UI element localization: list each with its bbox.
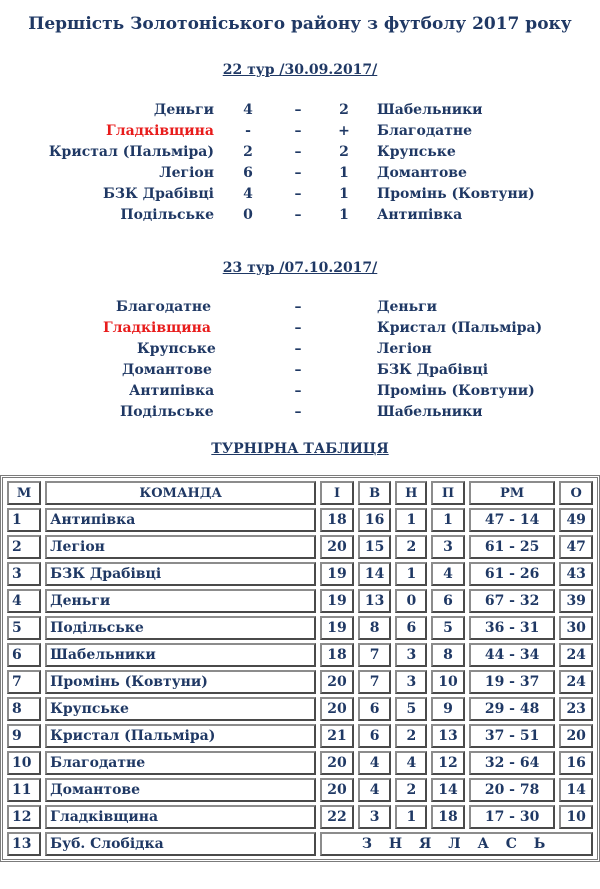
header-team: КОМАНДА [45,481,316,505]
header-played: І [320,481,354,505]
cell-won: 3 [358,805,392,829]
cell-drawn: 3 [395,670,427,694]
cell-points: 30 [559,616,593,640]
table-row [7,535,593,559]
score-dash: – [294,207,302,223]
fixture-row [0,341,600,362]
cell-won: 6 [358,697,392,721]
table-row-withdrawn [7,832,593,856]
home-team: Подільське [120,404,214,420]
table-row [7,751,593,775]
fixture-row [0,383,600,404]
cell-won: 7 [358,643,392,667]
fixture-dash: – [294,383,302,399]
home-score: 6 [243,165,253,181]
cell-drawn: 1 [395,562,427,586]
cell-played: 18 [320,643,354,667]
cell-won: 13 [358,589,392,613]
home-team: Легіон [159,165,214,181]
match-row [0,144,600,165]
header-position: М [7,481,41,505]
cell-points: 43 [559,562,593,586]
cell-played: 20 [320,535,354,559]
home-score: 0 [243,207,253,223]
match-row [0,123,600,144]
home-score: 4 [243,102,253,118]
home-team: Домантове [122,362,212,378]
match-row [0,207,600,228]
away-team: Промінь (Ковтуни) [377,186,535,202]
away-team: Легіон [377,341,432,357]
cell-played: 22 [320,805,354,829]
cell-drawn: 2 [395,535,427,559]
cell-team: Деньги [45,589,316,613]
table-row [7,562,593,586]
cell-team: Благодатне [45,751,316,775]
cell-team: Домантове [45,778,316,802]
home-score: 2 [243,144,253,160]
cell-points: 23 [559,697,593,721]
header-goals: РМ [469,481,556,505]
cell-team: Подільське [45,616,316,640]
cell-drawn: 0 [395,589,427,613]
match-row [0,165,600,186]
cell-position: 8 [7,697,41,721]
cell-played: 20 [320,670,354,694]
match-row [0,186,600,207]
fixture-dash: – [294,320,302,336]
cell-lost: 14 [431,778,465,802]
away-team: Крупське [377,144,456,160]
home-score: - [245,123,251,139]
score-dash: – [294,144,302,160]
cell-points: 39 [559,589,593,613]
cell-drawn: 2 [395,778,427,802]
standings-title: ТУРНІРНА ТАБЛИЦЯ [211,441,389,457]
home-team: БЗК Драбівці [102,186,214,202]
fixture-row [0,362,600,383]
cell-lost: 3 [431,535,465,559]
cell-lost: 6 [431,589,465,613]
cell-team: Промінь (Ковтуни) [45,670,316,694]
home-team: Гладківщина [103,320,211,336]
cell-position: 9 [7,724,41,748]
table-row [7,805,593,829]
away-score: + [338,123,350,139]
cell-won: 14 [358,562,392,586]
cell-drawn: 1 [395,508,427,532]
standings-table [0,475,600,862]
score-dash: – [294,165,302,181]
fixture-dash: – [294,341,302,357]
cell-team: БЗК Драбівці [45,562,316,586]
cell-won: 6 [358,724,392,748]
away-team: Деньги [377,299,438,315]
header-lost: П [431,481,465,505]
score-dash: – [294,186,302,202]
away-score: 1 [339,186,349,202]
cell-goals: 44 - 34 [469,643,556,667]
cell-won: 8 [358,616,392,640]
cell-position: 5 [7,616,41,640]
home-score: 4 [243,186,253,202]
cell-team: Гладківщина [45,805,316,829]
table-row [7,643,593,667]
away-team: Промінь (Ковтуни) [377,383,535,399]
cell-drawn: 3 [395,643,427,667]
home-team: Гладківщина [106,123,214,139]
away-score: 2 [339,144,349,160]
table-row [7,778,593,802]
fixture-dash: – [294,404,302,420]
away-score: 2 [339,102,349,118]
cell-goals: 37 - 51 [469,724,556,748]
cell-drawn: 5 [395,697,427,721]
table-row [7,724,593,748]
home-team: Крупське [137,341,216,357]
score-dash: – [294,123,302,139]
table-row [7,589,593,613]
cell-points: 47 [559,535,593,559]
cell-won: 16 [358,508,392,532]
cell-lost: 12 [431,751,465,775]
cell-position: 6 [7,643,41,667]
cell-team: Крупське [45,697,316,721]
header-points: О [559,481,593,505]
away-team: БЗК Драбівці [377,362,489,378]
score-dash: – [294,102,302,118]
cell-points: 20 [559,724,593,748]
cell-played: 20 [320,778,354,802]
cell-lost: 4 [431,562,465,586]
cell-lost: 13 [431,724,465,748]
cell-goals: 67 - 32 [469,589,556,613]
cell-lost: 1 [431,508,465,532]
round-22-title: 22 тур /30.09.2017/ [222,62,378,78]
cell-won: 15 [358,535,392,559]
cell-played: 19 [320,589,354,613]
cell-goals: 32 - 64 [469,751,556,775]
cell-position: 11 [7,778,41,802]
cell-goals: 36 - 31 [469,616,556,640]
cell-lost: 10 [431,670,465,694]
cell-lost: 9 [431,697,465,721]
home-team: Благодатне [116,299,212,315]
away-team: Шабельники [377,102,483,118]
cell-played: 20 [320,751,354,775]
cell-goals: 29 - 48 [469,697,556,721]
cell-points: 16 [559,751,593,775]
away-score: 1 [339,165,349,181]
cell-played: 18 [320,508,354,532]
cell-position: 2 [7,535,41,559]
fixture-row [0,404,600,425]
cell-drawn: 2 [395,724,427,748]
cell-played: 19 [320,562,354,586]
header-drawn: Н [395,481,427,505]
match-row [0,102,600,123]
away-score: 1 [339,207,349,223]
cell-team: Антипівка [45,508,316,532]
cell-team: Буб. Слобідка [45,832,316,856]
table-row [7,508,593,532]
cell-team: Шабельники [45,643,316,667]
away-team: Антипівка [377,207,463,223]
away-team: Домантове [377,165,467,181]
home-team: Кристал (Пальміра) [48,144,214,160]
home-team: Деньги [153,102,214,118]
cell-lost: 5 [431,616,465,640]
cell-position: 7 [7,670,41,694]
cell-position: 4 [7,589,41,613]
cell-played: 21 [320,724,354,748]
cell-won: 4 [358,778,392,802]
cell-points: 24 [559,670,593,694]
table-row [7,616,593,640]
cell-won: 7 [358,670,392,694]
fixture-dash: – [294,362,302,378]
cell-position: 13 [7,832,41,856]
cell-drawn: 4 [395,751,427,775]
away-team: Кристал (Пальміра) [377,320,543,336]
cell-points: 24 [559,643,593,667]
away-team: Шабельники [377,404,483,420]
page-title: Першість Золотоніського району з футболу 2017 року [28,14,572,34]
cell-goals: 17 - 30 [469,805,556,829]
cell-drawn: 1 [395,805,427,829]
cell-position: 10 [7,751,41,775]
home-team: Подільське [120,207,214,223]
table-row [7,670,593,694]
fixture-row [0,320,600,341]
table-header-row [7,481,593,505]
cell-position: 3 [7,562,41,586]
cell-team: Легіон [45,535,316,559]
cell-team: Кристал (Пальміра) [45,724,316,748]
cell-goals: 20 - 78 [469,778,556,802]
home-team: Антипівка [129,383,215,399]
cell-goals: 61 - 26 [469,562,556,586]
cell-points: 14 [559,778,593,802]
cell-lost: 8 [431,643,465,667]
cell-goals: 47 - 14 [469,508,556,532]
table-row [7,697,593,721]
cell-position: 12 [7,805,41,829]
cell-played: 20 [320,697,354,721]
cell-points: 49 [559,508,593,532]
cell-drawn: 6 [395,616,427,640]
cell-won: 4 [358,751,392,775]
fixture-row [0,299,600,320]
withdrawn-note: З Н Я Л А С Ь [320,832,593,856]
round-23-title: 23 тур /07.10.2017/ [222,260,378,276]
cell-goals: 61 - 25 [469,535,556,559]
cell-lost: 18 [431,805,465,829]
header-won: В [358,481,392,505]
cell-position: 1 [7,508,41,532]
cell-played: 19 [320,616,354,640]
away-team: Благодатне [377,123,473,139]
fixture-dash: – [294,299,302,315]
cell-points: 10 [559,805,593,829]
cell-goals: 19 - 37 [469,670,556,694]
